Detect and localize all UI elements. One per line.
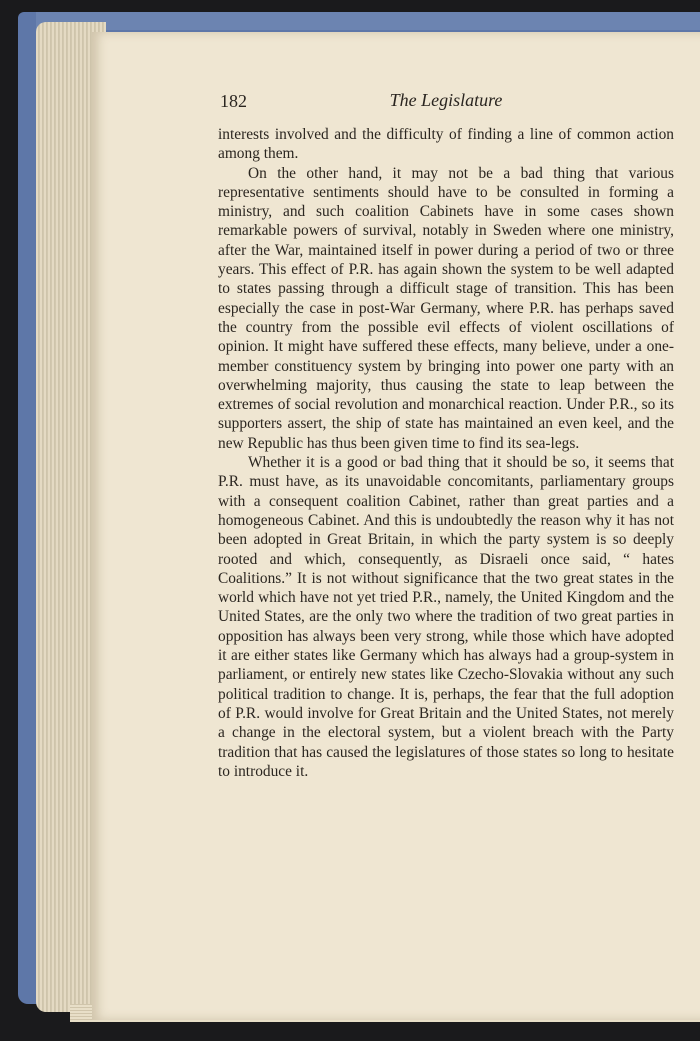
page-number: 182 (220, 91, 247, 111)
paragraph: interests involved and the difficulty of finding a line of common action among them. (218, 126, 674, 163)
book-cover-top (36, 12, 700, 30)
paragraph: Whether it is a good or bad thing that it should be so, it seems that P.R. must have, as its unavoidable concomitants, parliamentary groups with a consequent coalition Cabinet, rather than great parties and a homogeneous Cabinet. And this is undoubtedly the reason why it has not been adopted in Great Britain, in which the party system is so deeply rooted and which, consequently, as Disraeli once said, “ hates Coalitions.” It is not without significance that the two great states in the world which have not yet tried P.R., namely, the United Kingdom and the United States, are the only two where the tradition of two great parties in opposition has always been very strong, while those which have adopted it are either states like Germany which has always had a group-system in parliament, or entirely new states like Czecho-Slovakia without any such political tradition to change. It is, perhaps, the fear that the full adoption of P.R. would involve for Great Britain and the United States, not merely a change in the electoral system, but a violent breach with the Party tradition that has caused the legislatures of those states so long to hesitate to introduce it. (218, 454, 674, 780)
page-content (218, 85, 674, 781)
page-header (218, 85, 674, 113)
running-title: The Legislature (389, 90, 503, 110)
paragraph: On the other hand, it may not be a bad thing that various representative sentiments should have to be consulted in forming a ministry, and such coalition Cabinets have in some cases shown remarkable powers of survival, notably in Sweden where one ministry, after the War, maintained itself in power during a period of two or three years. This effect of P.R. has again shown the system to be well adapted to states passing through a difficult stage of transition. This has been especially the case in post-War Germany, where P.R. has perhaps saved the country from the possible evil effects of violent oscillations of opinion. It might have suffered these effects, many believe, under a one-member constituency system by bringing into power one party with an overwhelming majority, thus causing the state to leap between the extremes of social revolution and monarchical reaction. Under P.R., so its supporters assert, the ship of state has maintained an even keel, and the new Republic has thus been given time to find its sea-legs. (218, 164, 674, 452)
body-text (218, 125, 674, 781)
